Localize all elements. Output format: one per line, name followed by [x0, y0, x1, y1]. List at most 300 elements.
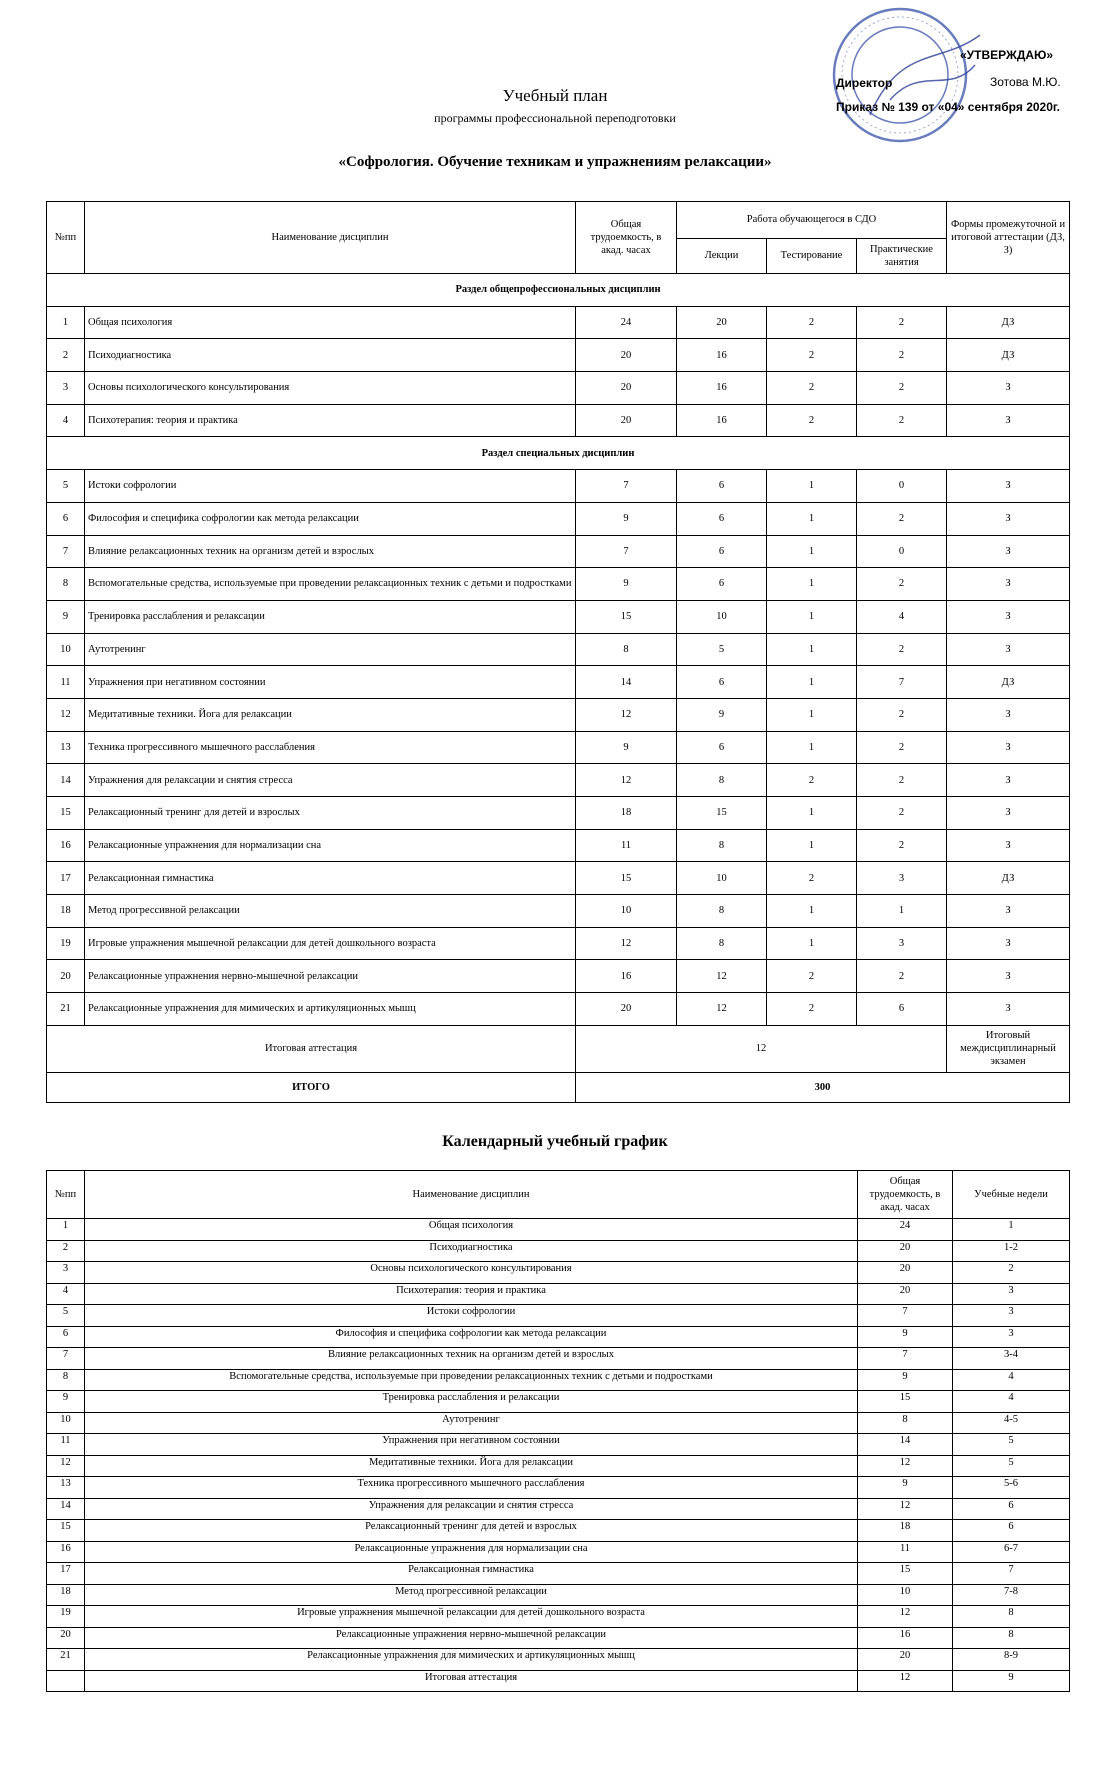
row-weeks: 3-4: [953, 1348, 1070, 1370]
table-row: [47, 1541, 1070, 1563]
row-num: 14: [47, 1498, 85, 1520]
table-row: [47, 666, 1070, 699]
section-title: Раздел специальных дисциплин: [47, 437, 1070, 470]
row-lectures: 20: [677, 306, 767, 339]
row-testing: 1: [767, 698, 857, 731]
row-hours: 20: [858, 1649, 953, 1671]
header-name: Наименование дисциплин: [85, 1171, 858, 1219]
row-name: Релаксационные упражнения нервно-мышечной релаксации: [85, 1627, 858, 1649]
row-num: 21: [47, 993, 85, 1026]
row-hours: 15: [576, 862, 677, 895]
row-hours: 20: [576, 339, 677, 372]
final-form: Итоговый междисциплинарный экзамен: [947, 1025, 1070, 1072]
row-form: З: [947, 829, 1070, 862]
row-hours: 15: [858, 1563, 953, 1585]
table-row: [47, 862, 1070, 895]
row-hours: 24: [576, 306, 677, 339]
row-name: Упражнения при негативном состоянии: [85, 1434, 858, 1456]
row-testing: 1: [767, 502, 857, 535]
row-practice: 2: [857, 306, 947, 339]
table-header-row: [47, 1171, 1070, 1219]
row-hours: 9: [576, 568, 677, 601]
row-lectures: 8: [677, 927, 767, 960]
row-num: 4: [47, 404, 85, 437]
table-row: [47, 1584, 1070, 1606]
row-num: 5: [47, 1305, 85, 1327]
row-name: Истоки софрологии: [85, 1305, 858, 1327]
table-row: [47, 633, 1070, 666]
row-num: 18: [47, 895, 85, 928]
row-num: 17: [47, 1563, 85, 1585]
table-row: [47, 1627, 1070, 1649]
section-title: Раздел общепрофессиональных дисциплин: [47, 274, 1070, 307]
row-name: Психодиагностика: [85, 1240, 858, 1262]
row-lectures: 6: [677, 502, 767, 535]
row-name: Упражнения для релаксации и снятия стресса: [85, 1498, 858, 1520]
final-label: Итоговая аттестация: [47, 1025, 576, 1072]
row-practice: 2: [857, 829, 947, 862]
row-hours: 12: [858, 1455, 953, 1477]
row-testing: 1: [767, 568, 857, 601]
row-form: З: [947, 927, 1070, 960]
row-name: Итоговая аттестация: [85, 1670, 858, 1692]
row-form: З: [947, 502, 1070, 535]
row-name: Техника прогрессивного мышечного расслабления: [85, 1477, 858, 1499]
row-practice: 2: [857, 764, 947, 797]
row-lectures: 10: [677, 600, 767, 633]
row-name: Вспомогательные средства, используемые при проведении релаксационных техник с детьми и подростками: [85, 1369, 858, 1391]
row-hours: 12: [858, 1498, 953, 1520]
row-num: 13: [47, 1477, 85, 1499]
row-name: Влияние релаксационных техник на организм детей и взрослых: [85, 535, 576, 568]
row-name: Релаксационные упражнения для нормализации сна: [85, 1541, 858, 1563]
row-testing: 1: [767, 633, 857, 666]
row-form: З: [947, 698, 1070, 731]
row-hours: 12: [858, 1670, 953, 1692]
table-row: [47, 502, 1070, 535]
header-forms: Формы промежуточной и итоговой аттестации (ДЗ, З): [947, 202, 1070, 274]
row-name: Медитативные техники. Йога для релаксации: [85, 698, 576, 731]
row-num: 15: [47, 797, 85, 830]
row-num: 2: [47, 339, 85, 372]
row-hours: 9: [576, 731, 677, 764]
final-row: [47, 1025, 1070, 1072]
row-form: З: [947, 404, 1070, 437]
row-name: Упражнения для релаксации и снятия стресса: [85, 764, 576, 797]
row-name: Игровые упражнения мышечной релаксации для детей дошкольного возраста: [85, 1606, 858, 1628]
row-name: Основы психологического консультирования: [85, 372, 576, 405]
row-name: Общая психология: [85, 306, 576, 339]
total-label: ИТОГО: [47, 1072, 576, 1102]
row-hours: 10: [858, 1584, 953, 1606]
row-practice: 2: [857, 731, 947, 764]
row-testing: 1: [767, 600, 857, 633]
table-row: [47, 731, 1070, 764]
row-lectures: 15: [677, 797, 767, 830]
table-row: [47, 1455, 1070, 1477]
row-num: 21: [47, 1649, 85, 1671]
row-hours: 20: [576, 404, 677, 437]
row-hours: 8: [576, 633, 677, 666]
row-weeks: 6-7: [953, 1541, 1070, 1563]
row-name: Метод прогрессивной релаксации: [85, 1584, 858, 1606]
header-practice: Практические занятия: [857, 239, 947, 274]
row-hours: 16: [576, 960, 677, 993]
row-lectures: 16: [677, 339, 767, 372]
row-hours: 9: [576, 502, 677, 535]
row-hours: 15: [576, 600, 677, 633]
row-testing: 2: [767, 960, 857, 993]
table-row: [47, 993, 1070, 1026]
header-hours: Общая трудоемкость, в акад. часах: [576, 202, 677, 274]
row-lectures: 9: [677, 698, 767, 731]
row-name: Тренировка расслабления и релаксации: [85, 600, 576, 633]
row-lectures: 6: [677, 470, 767, 503]
row-name: Метод прогрессивной релаксации: [85, 895, 576, 928]
table-row: [47, 1391, 1070, 1413]
row-hours: 12: [576, 764, 677, 797]
row-testing: 2: [767, 764, 857, 797]
row-form: З: [947, 797, 1070, 830]
total-row: [47, 1072, 1070, 1102]
table-row: [47, 1670, 1070, 1692]
order-text: Приказ № 139 от «04» сентября 2020г.: [836, 100, 1061, 114]
row-form: З: [947, 895, 1070, 928]
row-num: 5: [47, 470, 85, 503]
row-hours: 18: [858, 1520, 953, 1542]
table-row: [47, 1434, 1070, 1456]
row-name: Психотерапия: теория и практика: [85, 1283, 858, 1305]
row-form: З: [947, 372, 1070, 405]
table-row: [47, 1563, 1070, 1585]
row-lectures: 16: [677, 404, 767, 437]
table-row: [47, 1305, 1070, 1327]
row-testing: 2: [767, 372, 857, 405]
header-testing: Тестирование: [767, 239, 857, 274]
row-hours: 18: [576, 797, 677, 830]
row-name: Основы психологического консультирования: [85, 1262, 858, 1284]
row-name: Влияние релаксационных техник на организм детей и взрослых: [85, 1348, 858, 1370]
table-row: [47, 1219, 1070, 1241]
header-num: №пп: [47, 202, 85, 274]
row-name: Психотерапия: теория и практика: [85, 404, 576, 437]
row-practice: 2: [857, 404, 947, 437]
row-num: 11: [47, 666, 85, 699]
row-hours: 20: [576, 993, 677, 1026]
row-name: Релаксационные упражнения для мимических и артикуляционных мышц: [85, 993, 576, 1026]
row-practice: 2: [857, 960, 947, 993]
table-row: [47, 960, 1070, 993]
table-row: [47, 895, 1070, 928]
row-name: Аутотренинг: [85, 1412, 858, 1434]
row-lectures: 6: [677, 568, 767, 601]
header-num: №пп: [47, 1171, 85, 1219]
row-form: ДЗ: [947, 666, 1070, 699]
approve-label: «УТВЕРЖДАЮ»: [960, 48, 1054, 62]
row-form: З: [947, 764, 1070, 797]
row-num: 4: [47, 1283, 85, 1305]
row-testing: 1: [767, 797, 857, 830]
row-weeks: 6: [953, 1498, 1070, 1520]
row-hours: 14: [576, 666, 677, 699]
row-num: 16: [47, 1541, 85, 1563]
table-row: [47, 306, 1070, 339]
row-name: Релаксационный тренинг для детей и взрослых: [85, 1520, 858, 1542]
row-hours: 16: [858, 1627, 953, 1649]
row-weeks: 1-2: [953, 1240, 1070, 1262]
row-practice: 2: [857, 502, 947, 535]
row-practice: 0: [857, 470, 947, 503]
row-num: 1: [47, 306, 85, 339]
table-row: [47, 1520, 1070, 1542]
row-practice: 6: [857, 993, 947, 1026]
row-testing: 1: [767, 535, 857, 568]
schedule-table: [46, 1170, 1070, 1692]
row-practice: 4: [857, 600, 947, 633]
header-work: Работа обучающегося в СДО: [677, 202, 947, 239]
header-lectures: Лекции: [677, 239, 767, 274]
row-num: 6: [47, 502, 85, 535]
row-num: 3: [47, 1262, 85, 1284]
row-num: 13: [47, 731, 85, 764]
row-form: З: [947, 568, 1070, 601]
row-name: Психодиагностика: [85, 339, 576, 372]
row-name: Релаксационные упражнения нервно-мышечной релаксации: [85, 960, 576, 993]
table-row: [47, 568, 1070, 601]
table-row: [47, 764, 1070, 797]
row-name: Вспомогательные средства, используемые при проведении релаксационных техник с детьми и подростками: [85, 568, 576, 601]
schedule-title: Календарный учебный график: [442, 1133, 668, 1150]
total-value: 300: [576, 1072, 1070, 1102]
row-testing: 2: [767, 993, 857, 1026]
row-num: 7: [47, 1348, 85, 1370]
row-name: Медитативные техники. Йога для релаксации: [85, 1455, 858, 1477]
row-testing: 2: [767, 404, 857, 437]
row-name: Философия и специфика софрологии как метода релаксации: [85, 502, 576, 535]
row-num: 20: [47, 960, 85, 993]
row-testing: 2: [767, 306, 857, 339]
row-hours: 20: [858, 1283, 953, 1305]
row-num: 9: [47, 600, 85, 633]
row-name: Аутотренинг: [85, 633, 576, 666]
row-hours: 14: [858, 1434, 953, 1456]
row-practice: 0: [857, 535, 947, 568]
row-name: Релаксационный тренинг для детей и взрослых: [85, 797, 576, 830]
row-practice: 3: [857, 927, 947, 960]
row-form: З: [947, 731, 1070, 764]
row-form: ДЗ: [947, 862, 1070, 895]
row-hours: 20: [858, 1240, 953, 1262]
row-practice: 2: [857, 797, 947, 830]
row-hours: 7: [858, 1305, 953, 1327]
row-practice: 2: [857, 568, 947, 601]
row-num: 17: [47, 862, 85, 895]
row-form: З: [947, 535, 1070, 568]
row-testing: 2: [767, 862, 857, 895]
table-row: [47, 404, 1070, 437]
header-name: Наименование дисциплин: [85, 202, 576, 274]
row-weeks: 8: [953, 1627, 1070, 1649]
row-form: ДЗ: [947, 339, 1070, 372]
row-hours: 12: [576, 698, 677, 731]
row-hours: 11: [576, 829, 677, 862]
table-row: [47, 927, 1070, 960]
program-title: «Софрология. Обучение техникам и упражнениям релаксации»: [338, 154, 772, 170]
row-testing: 1: [767, 666, 857, 699]
row-practice: 7: [857, 666, 947, 699]
row-hours: 20: [576, 372, 677, 405]
row-weeks: 8: [953, 1606, 1070, 1628]
row-lectures: 12: [677, 960, 767, 993]
row-testing: 1: [767, 895, 857, 928]
row-testing: 2: [767, 339, 857, 372]
row-lectures: 8: [677, 829, 767, 862]
table-row: [47, 1412, 1070, 1434]
row-form: З: [947, 600, 1070, 633]
row-weeks: 6: [953, 1520, 1070, 1542]
row-name: Истоки софрологии: [85, 470, 576, 503]
row-hours: 20: [858, 1262, 953, 1284]
row-num: [47, 1670, 85, 1692]
table-row: [47, 1348, 1070, 1370]
row-name: Релаксационные упражнения для нормализации сна: [85, 829, 576, 862]
row-weeks: 5: [953, 1455, 1070, 1477]
row-hours: 9: [858, 1369, 953, 1391]
row-lectures: 8: [677, 764, 767, 797]
row-weeks: 3: [953, 1305, 1070, 1327]
director-name: Зотова М.Ю.: [990, 75, 1061, 89]
row-weeks: 3: [953, 1283, 1070, 1305]
row-num: 7: [47, 535, 85, 568]
table-row: [47, 339, 1070, 372]
row-num: 11: [47, 1434, 85, 1456]
row-name: Техника прогрессивного мышечного расслабления: [85, 731, 576, 764]
row-lectures: 10: [677, 862, 767, 895]
table-row: [47, 470, 1070, 503]
table-row: [47, 1369, 1070, 1391]
row-weeks: 7: [953, 1563, 1070, 1585]
row-name: Упражнения при негативном состоянии: [85, 666, 576, 699]
row-num: 18: [47, 1584, 85, 1606]
row-num: 9: [47, 1391, 85, 1413]
row-hours: 9: [858, 1477, 953, 1499]
row-hours: 11: [858, 1541, 953, 1563]
row-weeks: 5-6: [953, 1477, 1070, 1499]
row-name: Релаксационные упражнения для мимических и артикуляционных мышц: [85, 1649, 858, 1671]
row-name: Общая психология: [85, 1219, 858, 1241]
table-row: [47, 829, 1070, 862]
row-hours: 7: [858, 1348, 953, 1370]
table-row: [47, 797, 1070, 830]
row-weeks: 1: [953, 1219, 1070, 1241]
table-row: [47, 1240, 1070, 1262]
final-hours: 12: [576, 1025, 947, 1072]
row-name: Игровые упражнения мышечной релаксации для детей дошкольного возраста: [85, 927, 576, 960]
row-weeks: 4: [953, 1369, 1070, 1391]
document-title: Учебный план: [502, 86, 608, 105]
row-num: 10: [47, 633, 85, 666]
row-num: 10: [47, 1412, 85, 1434]
row-hours: 10: [576, 895, 677, 928]
row-testing: 1: [767, 829, 857, 862]
row-practice: 2: [857, 339, 947, 372]
row-num: 16: [47, 829, 85, 862]
row-num: 20: [47, 1627, 85, 1649]
table-row: [47, 1606, 1070, 1628]
row-weeks: 7-8: [953, 1584, 1070, 1606]
table-row: [47, 372, 1070, 405]
row-hours: 12: [576, 927, 677, 960]
row-weeks: 9: [953, 1670, 1070, 1692]
row-practice: 2: [857, 633, 947, 666]
row-hours: 7: [576, 535, 677, 568]
row-num: 8: [47, 568, 85, 601]
curriculum-table: [46, 201, 1070, 1103]
row-weeks: 4-5: [953, 1412, 1070, 1434]
table-row: [47, 1326, 1070, 1348]
row-lectures: 6: [677, 731, 767, 764]
row-hours: 24: [858, 1219, 953, 1241]
table-row: [47, 1498, 1070, 1520]
row-num: 14: [47, 764, 85, 797]
row-lectures: 12: [677, 993, 767, 1026]
row-num: 15: [47, 1520, 85, 1542]
table-row: [47, 535, 1070, 568]
header-weeks: Учебные недели: [953, 1171, 1070, 1219]
row-hours: 15: [858, 1391, 953, 1413]
row-num: 3: [47, 372, 85, 405]
row-form: З: [947, 470, 1070, 503]
row-weeks: 8-9: [953, 1649, 1070, 1671]
row-lectures: 16: [677, 372, 767, 405]
row-name: Релаксационная гимнастика: [85, 1563, 858, 1585]
row-weeks: 3: [953, 1326, 1070, 1348]
row-testing: 1: [767, 731, 857, 764]
section-row: [47, 437, 1070, 470]
row-lectures: 8: [677, 895, 767, 928]
row-weeks: 4: [953, 1391, 1070, 1413]
row-testing: 1: [767, 470, 857, 503]
row-practice: 1: [857, 895, 947, 928]
row-hours: 7: [576, 470, 677, 503]
row-hours: 8: [858, 1412, 953, 1434]
row-hours: 12: [858, 1606, 953, 1628]
row-name: Тренировка расслабления и релаксации: [85, 1391, 858, 1413]
table-header-row: [47, 202, 1070, 239]
table-row: [47, 600, 1070, 633]
row-form: ДЗ: [947, 306, 1070, 339]
row-lectures: 6: [677, 666, 767, 699]
row-name: Релаксационная гимнастика: [85, 862, 576, 895]
row-form: З: [947, 960, 1070, 993]
row-hours: 9: [858, 1326, 953, 1348]
section-row: [47, 274, 1070, 307]
row-num: 1: [47, 1219, 85, 1241]
row-lectures: 6: [677, 535, 767, 568]
row-form: З: [947, 993, 1070, 1026]
document-subtitle: программы профессиональной переподготовки: [434, 111, 676, 125]
table-row: [47, 698, 1070, 731]
row-testing: 1: [767, 927, 857, 960]
row-num: 19: [47, 927, 85, 960]
row-num: 2: [47, 1240, 85, 1262]
table-row: [47, 1283, 1070, 1305]
header-hours: Общая трудоемкость, в акад. часах: [858, 1171, 953, 1219]
row-num: 12: [47, 1455, 85, 1477]
row-weeks: 5: [953, 1434, 1070, 1456]
table-row: [47, 1649, 1070, 1671]
row-lectures: 5: [677, 633, 767, 666]
